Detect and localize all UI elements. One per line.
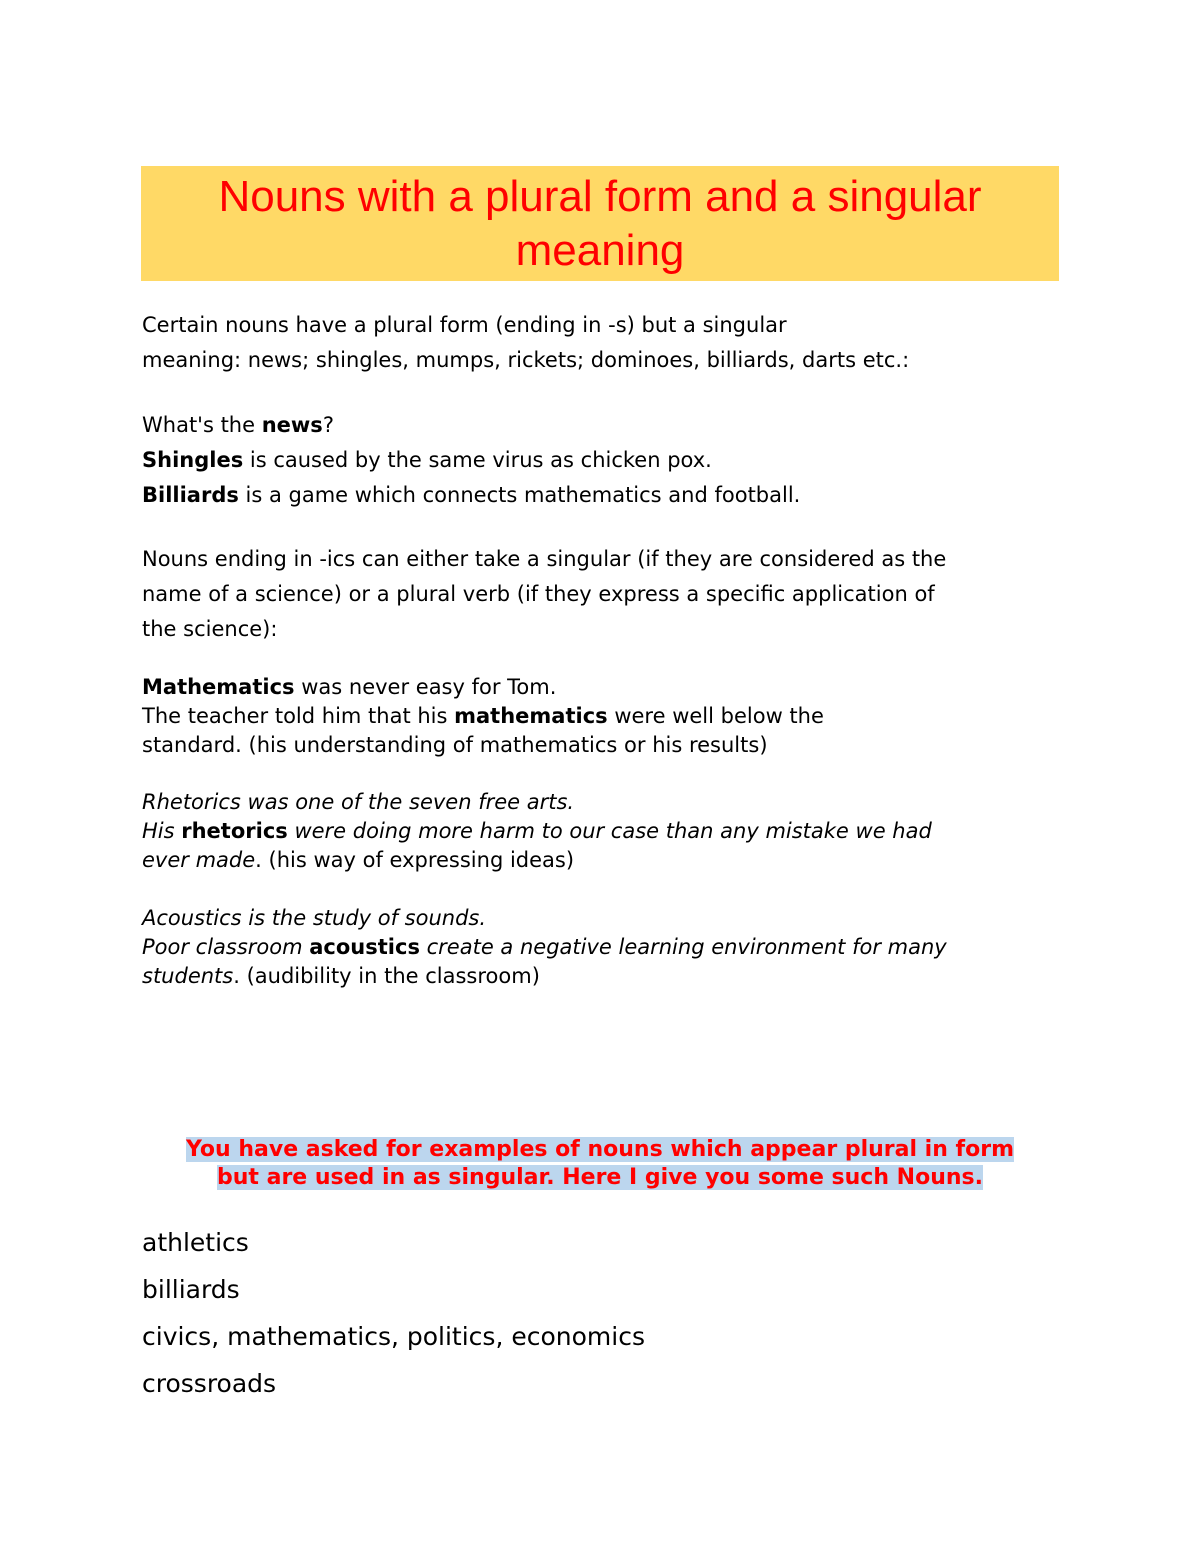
acoustics-sentence-2-end: create a negative learning environment for many — [419, 935, 947, 959]
title-line-1: Nouns with a plural form and a singular — [218, 171, 982, 221]
example-billiards-keyword: Billiards — [142, 483, 239, 507]
noun-list — [142, 1219, 645, 1407]
acoustics-sentence-2 — [142, 933, 947, 962]
callout-note — [0, 1136, 1200, 1192]
example-shingles-keyword: Shingles — [142, 448, 244, 472]
example-news-text: What's the — [142, 413, 262, 437]
mathematics-keyword-1: Mathematics — [142, 675, 295, 699]
ics-rule-line-1: Nouns ending in -ics can either take a singular (if they are considered as the — [142, 547, 947, 571]
list-item: athletics — [142, 1228, 249, 1257]
list-item: crossroads — [142, 1369, 277, 1398]
rhetorics-sentence-1 — [142, 788, 932, 817]
title-line-2: meaning — [515, 225, 685, 275]
example-shingles — [142, 443, 800, 478]
rhetorics-sentence-2-end: were doing more harm to our case than any mistake we had — [287, 819, 932, 843]
acoustics-sentence-1 — [142, 904, 947, 933]
mathematics-sentence-2-start: The teacher told him that his — [142, 704, 455, 728]
intro-line-1: Certain nouns have a plural form (ending in -s) but a singular — [142, 313, 787, 337]
example-news — [142, 408, 800, 443]
mathematics-sentence-2-end: were well below the — [607, 704, 824, 728]
acoustics-sentence-1-text: Acoustics is the study of sounds. — [142, 906, 487, 930]
callout-line-1: You have asked for examples of nouns which appear plural in form — [186, 1137, 1014, 1162]
mathematics-paragraph — [142, 673, 824, 760]
acoustics-paragraph — [142, 904, 947, 991]
mathematics-sentence-2-line-2: standard. (his understanding of mathematics or his results) — [142, 733, 768, 757]
ics-rule-line-3: the science): — [142, 617, 278, 641]
mathematics-keyword-2: mathematics — [454, 704, 608, 728]
rhetorics-line-2-gloss: . (his way of expressing ideas) — [255, 848, 575, 872]
callout-line-1-wrap — [0, 1136, 1200, 1164]
rhetorics-line-2-italic: ever made — [142, 848, 256, 872]
ics-rule-line-2: name of a science) or a plural verb (if they express a specific application of — [142, 582, 935, 606]
examples-paragraph — [142, 408, 800, 513]
callout-line-2-wrap — [0, 1164, 1200, 1192]
list-item: billiards — [142, 1275, 240, 1304]
page-title — [141, 166, 1059, 281]
acoustics-line-2-italic: students — [142, 964, 234, 988]
ics-rule-paragraph — [142, 542, 946, 647]
rhetorics-sentence-2-start: His — [142, 819, 182, 843]
callout-line-2: but are used in as singular. Here I give you some such Nouns. — [217, 1165, 983, 1190]
example-shingles-text: is caused by the same virus as chicken pox. — [243, 448, 712, 472]
mathematics-sentence-1-text: was never easy for Tom. — [294, 675, 557, 699]
acoustics-sentence-2-start: Poor classroom — [142, 935, 310, 959]
list-item: civics, mathematics, politics, economics — [142, 1322, 645, 1351]
rhetorics-sentence-1-text: Rhetorics was one of the seven free arts. — [142, 790, 575, 814]
example-billiards — [142, 478, 800, 513]
acoustics-keyword: acoustics — [309, 935, 420, 959]
example-billiards-text: is a game which connects mathematics and football. — [238, 483, 801, 507]
mathematics-sentence-2 — [142, 702, 824, 731]
acoustics-line-2-gloss: . (audibility in the classroom) — [233, 964, 540, 988]
rhetorics-sentence-2 — [142, 817, 932, 846]
example-news-end: ? — [322, 413, 334, 437]
rhetorics-paragraph — [142, 788, 932, 875]
rhetorics-sentence-2-line-2 — [142, 846, 932, 875]
intro-paragraph — [142, 308, 909, 378]
mathematics-sentence-1 — [142, 673, 824, 702]
example-news-keyword: news — [261, 413, 323, 437]
rhetorics-keyword: rhetorics — [181, 819, 288, 843]
acoustics-sentence-2-line-2 — [142, 962, 947, 991]
intro-line-2: meaning: news; shingles, mumps, rickets; dominoes, billiards, darts etc.: — [142, 348, 910, 372]
